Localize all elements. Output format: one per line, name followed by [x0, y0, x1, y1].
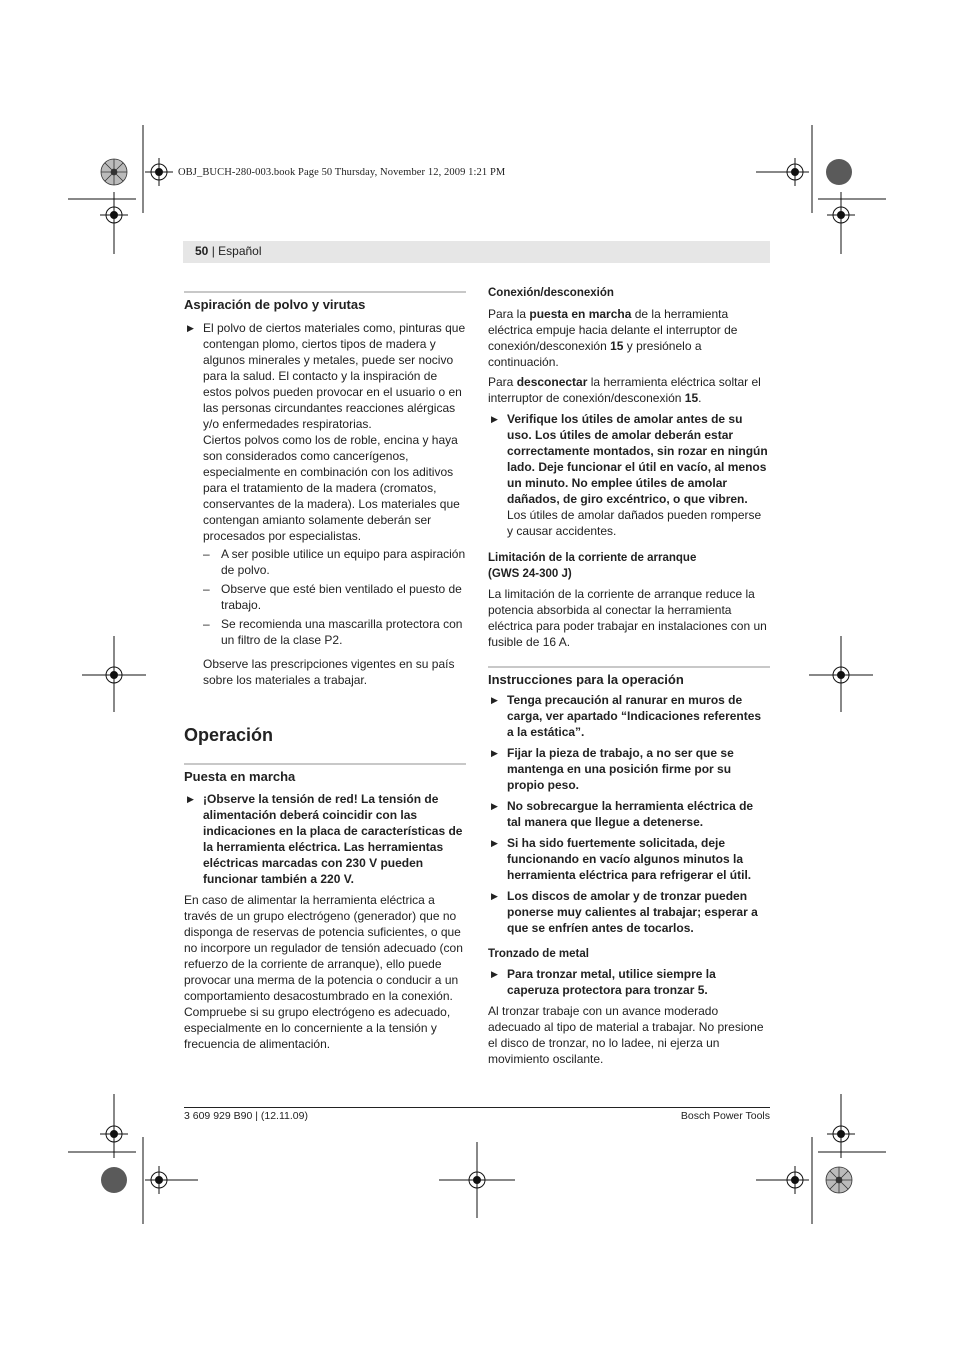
- check-note: Los útiles de amolar dañados pueden romperse y causar accidentes.: [507, 508, 762, 538]
- cutting-para: Al tronzar trabaje con un avance moderado adecuado al tipo de material a trabajar. No presione el disco de tronzar, no lo ladee, ni ejerza un movimiento oscilante.: [488, 1004, 764, 1066]
- footer-doc-number: 3 609 929 B90 | (12.11.09): [184, 1110, 308, 1122]
- header-separator: |: [208, 244, 219, 258]
- registration-target-bottom-right: [756, 1166, 809, 1194]
- cutting-bullet-text: Para tronzar metal, utilice siempre la caperuza protectora para tronzar 5.: [507, 967, 716, 997]
- instruction-text: Tenga precaución al ranurar en muros de carga, ver apartado “Indicaciones referentes a la estática”.: [507, 693, 762, 739]
- dust-heading: Aspiración de polvo y virutas: [184, 291, 466, 314]
- registration-target-bottom-left: [145, 1166, 198, 1194]
- print-slug: OBJ_BUCH-280-003.book Page 50 Thursday, November 12, 2009 1:21 PM: [178, 167, 506, 178]
- instruction-text: Si ha sido fuertemente solicitada, deje funcionando en vacío algunos minutos la herramienta eléctrica para refrigerar el útil.: [507, 836, 752, 882]
- switch-on-end: y presiónelo a continuación.: [488, 339, 702, 369]
- gray-dot-bottom-left: [101, 1167, 127, 1193]
- startup-bullet: [184, 791, 466, 887]
- registration-target-top-left: [145, 158, 173, 186]
- bullet-icon: ▶: [491, 414, 498, 424]
- dash-icon: –: [203, 617, 210, 631]
- instruction-bullet: [488, 835, 770, 883]
- footer-rule: [184, 1107, 770, 1108]
- instructions-heading: Instrucciones para la operación: [488, 666, 770, 689]
- switch-off-post: la herramienta eléctrica soltar el interruptor de conexión/desconexión: [488, 375, 761, 405]
- switch-heading: Conexión/desconexión: [488, 287, 614, 299]
- dust-bullet: [184, 320, 466, 432]
- limit-heading-2: (GWS 24-300 J): [488, 568, 572, 580]
- header-language: Español: [218, 244, 262, 258]
- star-target-bottom-right: [826, 1167, 852, 1193]
- right-column: [488, 285, 770, 1067]
- generator-para-2: Compruebe si su grupo electrógeno es adecuado, especialmente en lo concerniente a la tensión y frecuencia de alimentación.: [184, 1005, 451, 1051]
- dash-item: [184, 616, 466, 648]
- switch-on-pre: Para la: [488, 307, 530, 321]
- instruction-bullet: [488, 692, 770, 740]
- dust-indent-2: Observe las prescripciones vigentes en su país sobre los materiales a trabajar.: [203, 657, 455, 687]
- bullet-icon: ▶: [491, 969, 498, 979]
- switch-off-bold: desconectar: [516, 375, 588, 389]
- switch-off-para: [488, 374, 770, 406]
- dash-icon: –: [203, 547, 210, 561]
- page-number: 50: [195, 244, 209, 258]
- bullet-icon: ▶: [491, 748, 498, 758]
- switch-off-pre: Para: [488, 375, 517, 389]
- dash-item-text: Observe que esté bien ventilado el puesto de trabajo.: [221, 582, 462, 612]
- dash-item: [184, 546, 466, 578]
- generator-para-1: En caso de alimentar la herramienta eléctrica a través de un grupo electrógeno (generador) que no disponga de reservas de potencia suficientes, o que no incorpore un regulador de tensión adecuado (con refuerzo de la corriente de arranque), ello puede provocar una merma de la potencia o conducir a un comportamiento desacostumbrado en la conexión.: [184, 893, 463, 1003]
- limit-heading-1: Limitación de la corriente de arranque: [488, 552, 697, 564]
- bullet-icon: ▶: [187, 794, 194, 804]
- bullet-icon: ▶: [187, 323, 194, 333]
- bullet-icon: ▶: [491, 838, 498, 848]
- dash-item-text: Se recomienda una mascarilla protectora con un filtro de la clase P2.: [221, 617, 463, 647]
- switch-off-end: .: [698, 391, 702, 405]
- startup-heading: Puesta en marcha: [184, 763, 466, 786]
- check-bullet-text: Verifique los útiles de amolar antes de su uso. Los útiles de amolar deberán estar correctamente montados, sin rozar en ningún lado. Deje funcionar el útil en vacío, al menos un minuto. No emplee útiles de amolar dañados, de giro excéntrico, o que vibren.: [507, 412, 768, 506]
- instruction-bullet: [488, 745, 770, 793]
- instruction-bullet: [488, 798, 770, 830]
- switch-on-bold: puesta en marcha: [529, 307, 632, 321]
- bullet-icon: ▶: [491, 891, 498, 901]
- instruction-bullet: [488, 888, 770, 936]
- registration-target-top-right: [756, 158, 809, 186]
- instruction-text: Fijar la pieza de trabajo, a no ser que se mantenga en una posición firme por su propio peso.: [507, 746, 734, 792]
- dash-item-text: A ser posible utilice un equipo para aspiración de polvo.: [221, 547, 466, 577]
- switch-off-number: 15: [684, 391, 699, 405]
- operation-heading: Operación: [184, 725, 274, 745]
- check-bullet: [488, 411, 770, 507]
- footer-brand: Bosch Power Tools: [680, 1110, 770, 1122]
- left-column: [184, 291, 466, 1052]
- gray-dot-top-right: [826, 159, 852, 185]
- bullet-icon: ▶: [491, 801, 498, 811]
- instruction-text: Los discos de amolar y de tronzar pueden ponerse muy calientes al trabajar; esperar a que se enfríen antes de tocarlos.: [507, 889, 758, 935]
- switch-on-para: [488, 306, 770, 370]
- dash-icon: –: [203, 582, 210, 596]
- page-header: [183, 241, 770, 263]
- dash-item: [184, 581, 466, 613]
- dash-list: [184, 546, 466, 648]
- dust-indent-1: Ciertos polvos como los de roble, encina y haya son considerados como cancerígenos, especialmente en combinación con los aditivos para el tratamiento de la madera (cromatos, conservantes de la madera). Los materiales que contengan amianto solamente deberán ser procesados por especialistas.: [203, 433, 460, 543]
- bullet-icon: ▶: [491, 695, 498, 705]
- switch-on-number: 15: [610, 339, 624, 353]
- dust-bullet-text: El polvo de ciertos materiales como, pinturas que contengan plomo, ciertos tipos de madera y algunos minerales y metales, puede ser nocivo para la salud. El contacto y la inspiración de estos polvos pueden provocar en el usuario o en las personas circundantes reacciones alérgicas y/o enfermedades respiratorias.: [203, 321, 466, 431]
- cutting-heading: Tronzado de metal: [488, 948, 589, 960]
- cutting-bullet: [488, 966, 770, 998]
- star-target-top-left: [101, 159, 127, 185]
- registration-target-bottom-center: [439, 1142, 515, 1218]
- limit-para: La limitación de la corriente de arranque reduce la potencia absorbida al conectar la herramienta eléctrica para poder trabajar en instalaciones con un fusible de 16 A.: [488, 587, 767, 649]
- switch-on-post: de la herramienta eléctrica empuje hacia delante el interruptor de conexión/desconexión: [488, 307, 738, 353]
- startup-bullet-text: ¡Observe la tensión de red! La tensión de alimentación deberá coincidir con las indicaciones en la placa de características de la herramienta eléctrica. Las herramientas eléctricas marcadas con 230 V pueden funcionar también a 220 V.: [203, 792, 463, 886]
- instruction-text: No sobrecargue la herramienta eléctrica de tal manera que llegue a detenerse.: [507, 799, 754, 829]
